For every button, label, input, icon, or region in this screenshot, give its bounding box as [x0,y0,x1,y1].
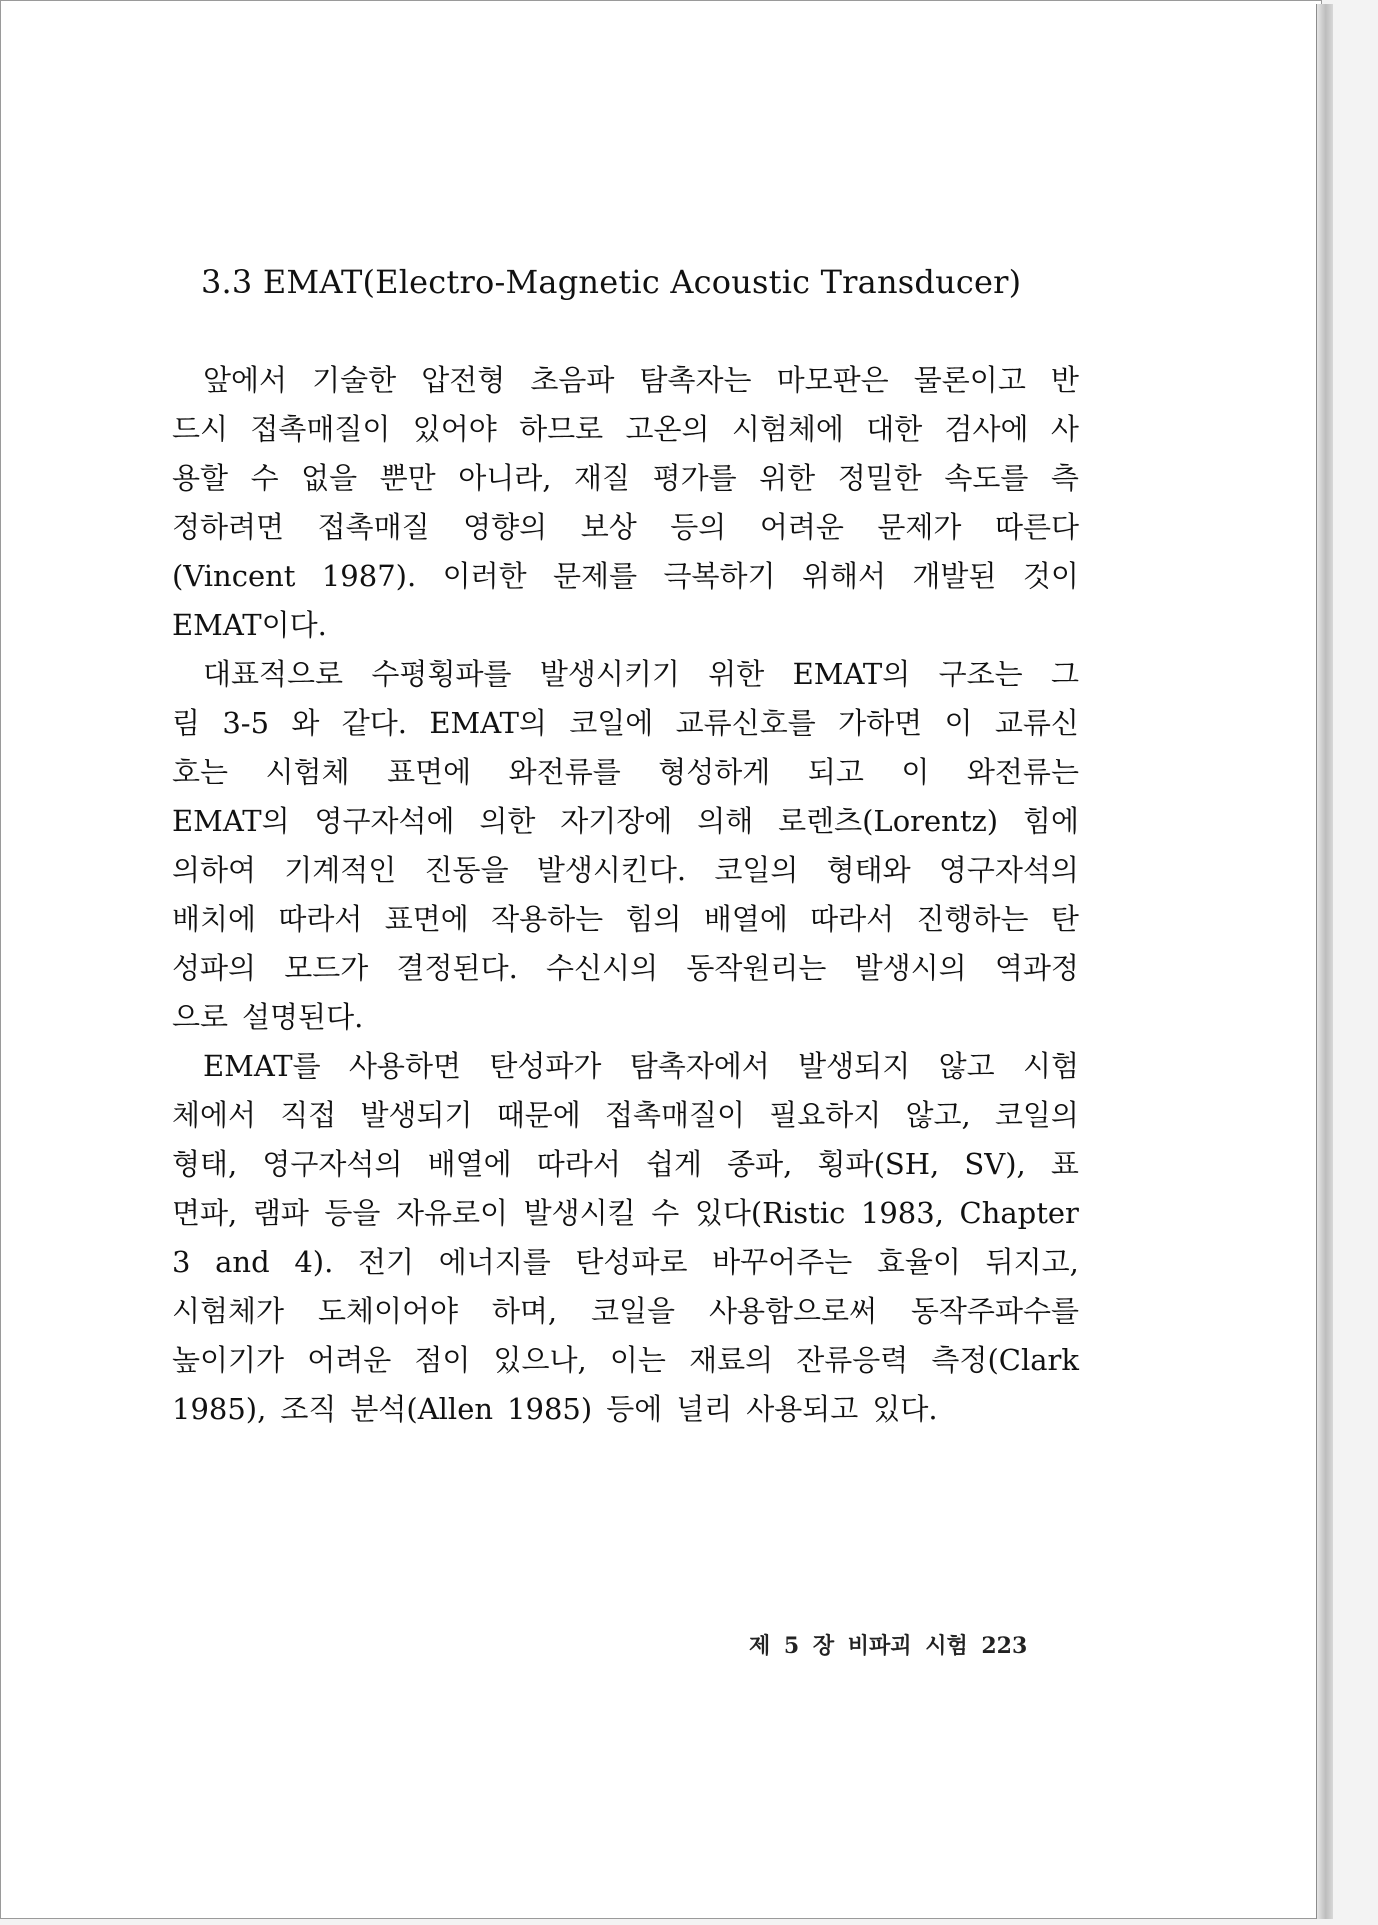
text-line: 림 3-5 와 같다. EMAT의 코일에 교류신호를 가하면 이 교류신 [172,706,1079,740]
text-line: 드시 접촉매질이 있어야 하므로 고온의 시험체에 대한 검사에 사 [172,412,1079,446]
text-line: 성파의 모드가 결정된다. 수신시의 동작원리는 발생시의 역과정 [172,951,1079,985]
text-line: 용할 수 없을 뿐만 아니라, 재질 평가를 위한 정밀한 속도를 측 [172,461,1079,495]
text-line: 호는 시험체 표면에 와전류를 형성하게 되고 이 와전류는 [172,755,1079,789]
section-heading: 3.3 EMAT(Electro-Magnetic Acoustic Transducer) [201,263,1022,301]
text-line: EMAT를 사용하면 탄성파가 탐촉자에서 발생되지 않고 시험 [203,1049,1079,1083]
page-footer: 제 5 장 비파괴 시험 223 [749,1633,1028,1659]
text-line: 으로 설명된다. [172,1000,364,1034]
text-line: (Vincent 1987). 이러한 문제를 극복하기 위해서 개발된 것이 [172,559,1079,593]
text-line: 의하여 기계적인 진동을 발생시킨다. 코일의 형태와 영구자석의 [172,853,1079,887]
page-edge [1316,4,1333,1919]
body-text [172,356,1079,1434]
text-line: 대표적으로 수평횡파를 발생시키기 위한 EMAT의 구조는 그 [203,657,1079,691]
text-line: 형태, 영구자석의 배열에 따라서 쉽게 종파, 횡파(SH, SV), 표 [172,1147,1079,1181]
text-line: 1985), 조직 분석(Allen 1985) 등에 널리 사용되고 있다. [172,1392,938,1426]
text-line: EMAT이다. [172,608,327,642]
text-line: 3 and 4). 전기 에너지를 탄성파로 바꾸어주는 효율이 뒤지고, [172,1245,1079,1279]
text-line: 높이기가 어려운 점이 있으나, 이는 재료의 잔류응력 측정(Clark [172,1343,1079,1377]
text-line: 정하려면 접촉매질 영향의 보상 등의 어려운 문제가 따른다 [172,510,1079,544]
text-line: 시험체가 도체이어야 하며, 코일을 사용함으로써 동작주파수를 [172,1294,1079,1328]
text-line: EMAT의 영구자석에 의한 자기장에 의해 로렌츠(Lorentz) 힘에 [172,804,1079,838]
text-line: 배치에 따라서 표면에 작용하는 힘의 배열에 따라서 진행하는 탄 [172,902,1079,936]
text-line: 면파, 램파 등을 자유로이 발생시킬 수 있다(Ristic 1983, Chapter [172,1196,1079,1230]
text-line: 앞에서 기술한 압전형 초음파 탐촉자는 마모판은 물론이고 반 [203,363,1079,397]
text-line: 체에서 직접 발생되기 때문에 접촉매질이 필요하지 않고, 코일의 [172,1098,1079,1132]
